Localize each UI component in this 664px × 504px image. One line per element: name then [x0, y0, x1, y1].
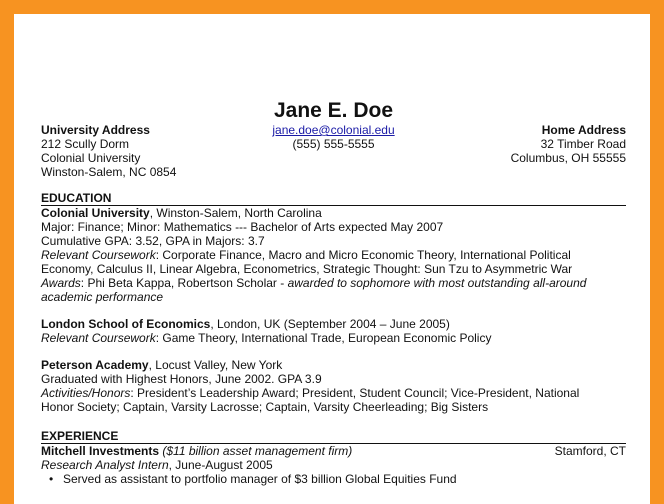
awards-label: Awards	[41, 276, 81, 290]
awards-note: awarded to sophomore with most outstanding all-around	[287, 276, 587, 290]
university-address-line: Colonial University	[41, 151, 141, 165]
role-line	[41, 458, 626, 472]
education-entry-colonial	[41, 206, 626, 220]
home-address-line: 32 Timber Road	[540, 137, 626, 151]
coursework-label: Relevant Coursework	[41, 331, 156, 345]
experience-entry	[41, 444, 626, 458]
experience-section	[41, 430, 626, 486]
activities-line	[41, 386, 626, 400]
document-frame	[14, 14, 650, 504]
coursework-line-2: Economy, Calculus II, Linear Algebra, Econometrics, Strategic Thought: Sun Tzu to Asymmetric War	[41, 262, 573, 276]
university-address-line: 212 Scully Dorm	[41, 137, 130, 151]
school-name: London School of Economics	[41, 317, 211, 331]
school-name: Colonial University	[41, 206, 150, 220]
gpa-line: Cumulative GPA: 3.52, GPA in Majors: 3.7	[41, 234, 265, 248]
resume-name: Jane E. Doe	[273, 99, 394, 122]
coursework-text: : Corporate Finance, Macro and Micro Economic Theory, International Political	[155, 248, 571, 262]
contact-header	[41, 123, 626, 183]
school-location: , Locust Valley, New York	[148, 358, 283, 372]
company-name: Mitchell Investments	[41, 444, 160, 458]
coursework-text: : Game Theory, International Trade, European Economic Policy	[155, 331, 492, 345]
company-location: Stamford, CT	[554, 444, 626, 458]
activities-label: Activities/Honors	[41, 386, 131, 400]
company-note: ($11 billion asset management firm)	[159, 444, 353, 458]
school-location: , London, UK (September 2004 – June 2005)	[210, 317, 450, 331]
email-link[interactable]: jane.doe@colonial.edu	[272, 123, 395, 137]
education-entry-lse	[41, 317, 626, 331]
home-address	[511, 123, 626, 165]
coursework-label: Relevant Coursework	[41, 248, 156, 262]
home-address-label: Home Address	[541, 123, 626, 137]
university-address-label: University Address	[41, 123, 150, 137]
education-heading: EDUCATION	[41, 192, 626, 206]
experience-heading: EXPERIENCE	[41, 430, 626, 444]
experience-bullet: • Served as assistant to portfolio manager of $3 billion Global Equities Fund	[41, 472, 626, 486]
awards-text: : Phi Beta Kappa, Robertson Scholar -	[80, 276, 288, 290]
awards-note-2: academic performance	[41, 290, 164, 304]
awards-line	[41, 276, 626, 290]
coursework-line	[41, 331, 626, 345]
graduation-line: Graduated with Highest Honors, June 2002. GPA 3.9	[41, 372, 322, 386]
university-address-line: Winston-Salem, NC 0854	[41, 165, 177, 179]
activities-line-2: Honor Society; Captain, Varsity Lacrosse; Captain, Varsity Cheerleading; Big Sisters	[41, 400, 489, 414]
role-title: Research Analyst Intern	[41, 458, 169, 472]
education-section	[41, 192, 626, 414]
home-address-line: Columbus, OH 55555	[510, 151, 626, 165]
school-name: Peterson Academy	[41, 358, 149, 372]
activities-text: : President’s Leadership Award; President, Student Council; Vice-President, National	[130, 386, 580, 400]
education-entry-peterson	[41, 358, 626, 372]
phone-number: (555) 555-5555	[292, 137, 375, 151]
major-line: Major: Finance; Minor: Mathematics --- Bachelor of Arts expected May 2007	[41, 220, 444, 234]
school-location: , Winston-Salem, North Carolina	[149, 206, 322, 220]
role-dates: , June-August 2005	[168, 458, 273, 472]
coursework-line	[41, 248, 626, 262]
